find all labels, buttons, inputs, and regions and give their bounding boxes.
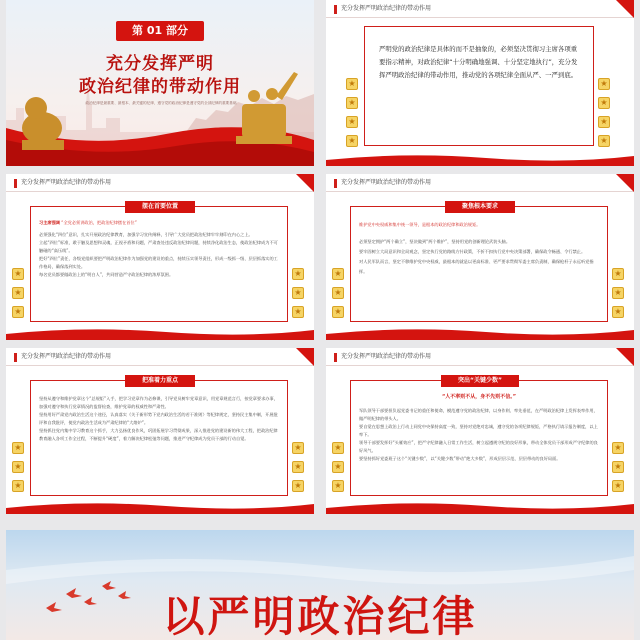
star-icon: ★: [612, 480, 624, 492]
star-icon: ★: [346, 135, 358, 147]
slide-header: [326, 174, 634, 192]
bottom-wave-decoration: [6, 500, 314, 514]
bottom-wave-decoration: [326, 152, 634, 166]
header-accent-bar: [334, 353, 337, 362]
list-item: 要坚持抓好党委班子这个“关键少数”，以“关键少数”带动“绝大多数”，形成层层示范、层层带动的良好局面。: [359, 456, 561, 461]
corner-decoration: [296, 174, 314, 192]
section-tag: 突出“关键少数”: [441, 375, 519, 387]
lion-statue-icon: [22, 97, 64, 150]
list-item: 必须坚定拥护“两个确立”，坚决做到“两个维护”，坚持用党的创新理论武装头脑。: [359, 239, 511, 244]
star-icon: ★: [12, 306, 24, 318]
list-item: 要牢固树立大局意识和全局观念，坚定执行党的路线方针政策，不折不扣执行党中央决策部署，确保政令畅通、令行禁止。: [359, 249, 586, 254]
corner-decoration: [616, 348, 634, 366]
slide-header-title: 充分发挥严明政治纪律的带动作用: [341, 5, 432, 12]
slide-2[interactable]: [326, 0, 634, 166]
slide-3[interactable]: [6, 174, 314, 340]
content-frame: [350, 203, 608, 322]
star-icon: ★: [598, 135, 610, 147]
corner-decoration: [616, 174, 634, 192]
header-accent-bar: [14, 353, 17, 362]
list-item: 坚持抓住党内集中学习教育这个抓手，大力弘扬优良作风，巩固拓展学习贯彻成果，深入推进党的建设新的伟大工程，把政治纪律教育融入各项工作全过程，不断提升“硬度”，着力解决纪律松弛等问题，推进严守纪律成为党员干部的行动自觉。: [39, 428, 278, 441]
list-item: 对人民军队而言，坚定不移维护党中央权威，最根本的就是以更高标准、更严要求贯彻军委主席负责制，确保枪杆子永远听党指挥。: [359, 259, 594, 274]
slide-6[interactable]: [326, 348, 634, 514]
star-icon: ★: [332, 306, 344, 318]
star-icon: ★: [292, 287, 304, 299]
star-column-right: [598, 78, 612, 154]
star-icon: ★: [332, 268, 344, 280]
content-frame: [364, 26, 594, 146]
slide-header: [6, 174, 314, 192]
star-icon: ★: [346, 116, 358, 128]
bottom-banner[interactable]: [6, 530, 634, 640]
list-item: 每名党员都要做政治上的“明白人”，共同营造严守政治纪律的浓厚氛围。: [39, 272, 174, 277]
star-column-right: [292, 442, 306, 499]
slide-header-title: 充分发挥严明政治纪律的带动作用: [341, 353, 432, 360]
slide-header: [6, 348, 314, 366]
star-icon: ★: [346, 78, 358, 90]
bottom-wave-decoration: [6, 326, 314, 340]
banner-headline: 以严明政治纪律: [162, 592, 478, 640]
list-item: 把好“四位”责任，各级党组织要把严明政治纪律作为加强党的建设的重点，持续压实领导责任，形成一级抓一级、层层抓落实的工作格局，确保落到实处。: [39, 256, 278, 269]
slide-header: [326, 348, 634, 366]
star-column-right: [612, 268, 626, 325]
star-column-left: [346, 78, 360, 154]
star-icon: ★: [332, 480, 344, 492]
slide-header-title: 充分发挥严明政治纪律的带动作用: [341, 179, 432, 186]
star-icon: ★: [332, 287, 344, 299]
star-column-right: [292, 268, 306, 325]
star-icon: ★: [12, 480, 24, 492]
part-badge: 第 01 部分: [116, 21, 204, 41]
star-icon: ★: [292, 480, 304, 492]
cover-title-line1: 充分发挥严明: [106, 54, 214, 74]
star-icon: ★: [612, 306, 624, 318]
star-icon: ★: [612, 268, 624, 280]
list-item: 坚持从遵守和维护党章这个“总规矩”入手，把学习党章作为必修课，引导党员树牢党章意识，用党章规范言行，按党章要求办事，加强对遵守和执行党章情况的监督检查，维护党章的权威性和严肃性。: [39, 396, 278, 409]
slide-header-title: 充分发挥严明政治纪律的带动作用: [21, 179, 112, 186]
cover-title-line2: 政治纪律的带动作用: [79, 77, 241, 97]
cover-subtitle: 政治纪律是最重要、最根本、最关键的纪律，遵守党的政治纪律是遵守党的全部纪律的重要基础: [85, 101, 237, 105]
body-text: 严明党的政治纪律是具体的而不是抽象的，必须坚决贯彻习主席各项重要指示精神，对政治纪律“十分明确地强调、十分坚定地执行”，充分发挥严明政治纪律的带动作用，推动党的各项纪律全面从严、一严到底。: [379, 45, 578, 79]
lead-label: 习主席强调: [39, 220, 60, 225]
bullet-list: [359, 407, 599, 463]
section-tag: 摆在首要位置: [125, 201, 195, 213]
star-icon: ★: [292, 442, 304, 454]
star-icon: ★: [346, 97, 358, 109]
star-icon: ★: [598, 116, 610, 128]
star-icon: ★: [292, 268, 304, 280]
slide-4[interactable]: [326, 174, 634, 340]
list-item: 坚持用好严肃党内政治生活这个途径，认真落实《关于新形势下党内政治生活的若干准则》等纪律规定，坚持民主集中制，开展批评和自我批评，使党内政治生活成为严肃纪律的“大熔炉”。: [39, 412, 278, 425]
star-icon: ★: [332, 442, 344, 454]
star-icon: ★: [292, 306, 304, 318]
slide-5[interactable]: [6, 348, 314, 514]
content-frame: [350, 377, 608, 496]
list-item: 领导干部要发挥好“头雁效应”，把严守纪律融入日常工作生活，树立起遵规守纪的良好形象，带动全体党员干部形成严守纪律的良好风气。: [359, 440, 598, 453]
slide-header-title: 充分发挥严明政治纪律的带动作用: [21, 353, 112, 360]
bullet-list: [359, 237, 599, 277]
star-icon: ★: [12, 461, 24, 473]
star-icon: ★: [598, 78, 610, 90]
star-icon: ★: [598, 97, 610, 109]
lead-quote: “全党必须讲政治，把政治纪律摆在首位”: [61, 220, 137, 225]
header-accent-bar: [334, 179, 337, 188]
cover-slide[interactable]: [6, 0, 314, 166]
star-column-left: [12, 268, 26, 325]
bottom-wave-decoration: [326, 326, 634, 340]
list-item: 军队领导干部要担负起党委书记的重任和使命，模范遵守党的政治纪律，以身作则、率先垂范，在严明政治纪律上发挥表率作用，做严明纪律的带头人。: [359, 408, 598, 421]
lead-line: [39, 219, 279, 227]
bullet-list: [39, 395, 279, 443]
star-column-left: [12, 442, 26, 499]
star-column-right: [612, 442, 626, 499]
star-icon: ★: [12, 268, 24, 280]
star-icon: ★: [612, 442, 624, 454]
list-item: 必须强化“四位”意识，扎实开展政治纪律教育，加强学习宣传阐释，引导广大党员把政治纪律牢牢刻印在内心之上。: [39, 232, 253, 237]
star-column-left: [332, 268, 346, 325]
star-icon: ★: [332, 461, 344, 473]
section-tag: 聚焦根本要求: [445, 201, 515, 213]
lead-line: 维护党中央权威和集中统一领导，是根本的政治纪律和政治规矩。: [359, 222, 481, 227]
star-column-left: [332, 442, 346, 499]
list-item: 要自觉在思想上政治上行动上同党中央保持高度一致，坚持对党绝对忠诚，遵守党的各项纪律规矩，严格执行请示报告制度，以上率下。: [359, 424, 598, 437]
slide-header: [326, 0, 634, 18]
bullet-list: [39, 231, 279, 279]
quote-line: “人不率则不从，身不先则不信。”: [441, 394, 517, 400]
bottom-wave-decoration: [326, 500, 634, 514]
star-icon: ★: [612, 461, 624, 473]
star-icon: ★: [612, 287, 624, 299]
corner-decoration: [296, 348, 314, 366]
content-frame: [30, 377, 288, 496]
star-icon: ★: [12, 287, 24, 299]
header-accent-bar: [14, 179, 17, 188]
corner-decoration: [616, 0, 634, 18]
section-tag: 把准着力重点: [125, 375, 195, 387]
content-frame: [30, 203, 288, 322]
list-item: 立起“四位”标准，敢于触及思想和灵魂，正视矛盾和问题，严肃查处违反政治纪律问题，持续净化政治生态，使政治纪律成为不可触碰的“高压线”。: [39, 240, 278, 253]
star-icon: ★: [292, 461, 304, 473]
star-icon: ★: [12, 442, 24, 454]
header-accent-bar: [334, 5, 337, 14]
